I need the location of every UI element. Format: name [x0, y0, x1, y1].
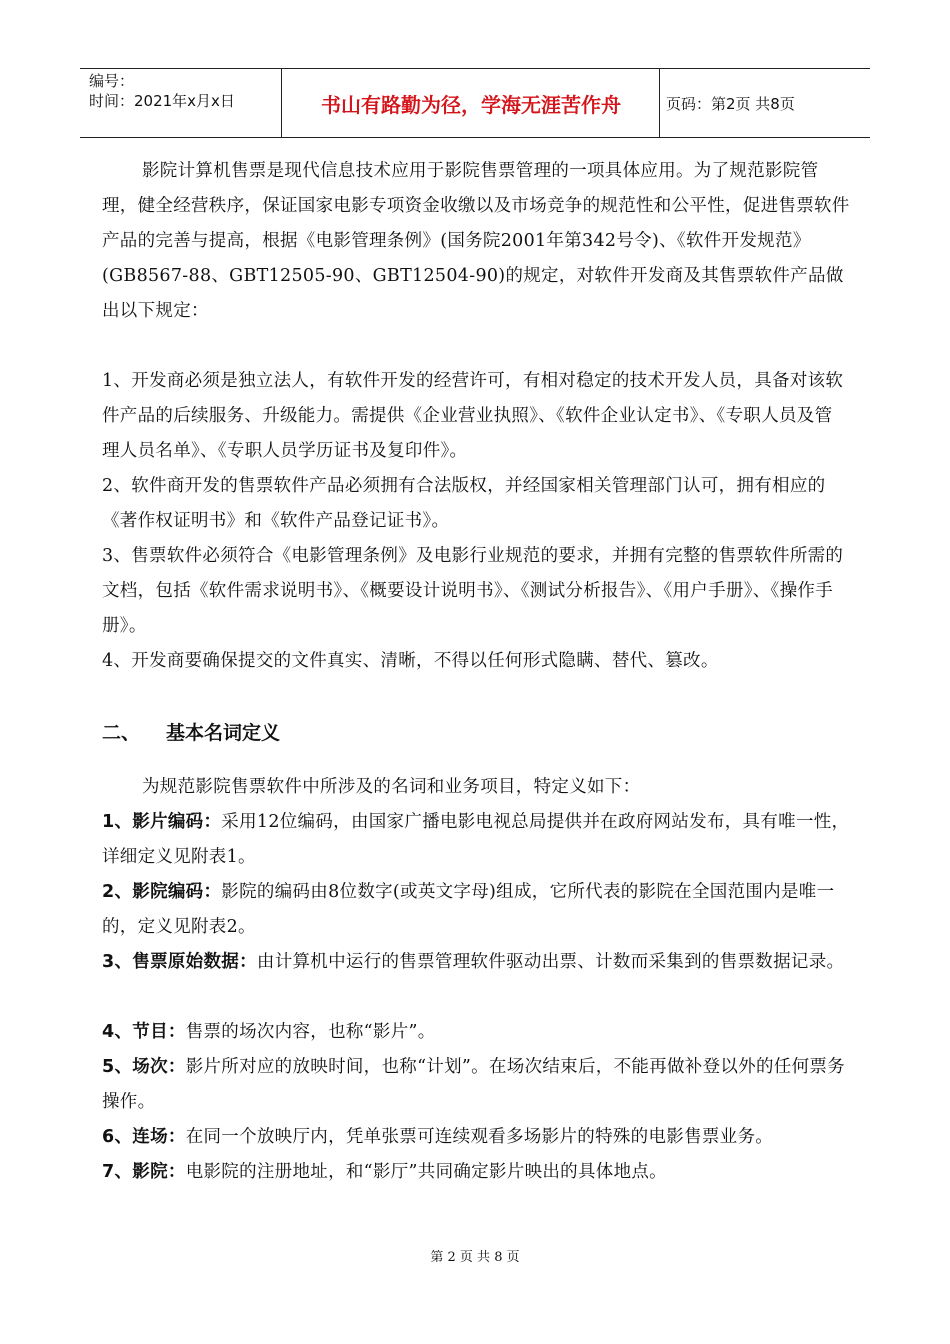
header-meta-cell: [80, 69, 282, 137]
definition-item: [102, 945, 850, 980]
definition-term: 2、影院编码：: [102, 882, 222, 902]
requirement-item-2: 2、软件商开发的售票软件产品必须拥有合法版权，并经国家相关管理部门认可，拥有相应的《著作权证明书》和《软件产品登记证书》。: [102, 476, 826, 531]
definition-item: [102, 805, 850, 875]
section-lead: 为规范影院售票软件中所涉及的名词和业务项目，特定义如下：: [142, 777, 641, 797]
definition-term: 4、节目：: [102, 1022, 186, 1042]
section-number: 二、: [102, 722, 141, 744]
definition-item: [102, 1015, 850, 1050]
document-number-label: 编号：: [89, 72, 135, 90]
definition-term: 6、连场：: [102, 1127, 186, 1147]
definition-item: [102, 1155, 850, 1190]
definition-text: 影片所对应的放映时间，也称“计划”。在场次结束后，不能再做补登以外的任何票务操作。: [102, 1057, 845, 1112]
definition-term: 3、售票原始数据：: [102, 952, 257, 972]
page-footer: 第 2 页 共 8 页: [430, 1250, 520, 1265]
document-date-label: 时间：2021年x月x日: [89, 92, 235, 110]
section-title: 基本名词定义: [166, 722, 281, 744]
requirement-item-3: 3、售票软件必须符合《电影管理条例》及电影行业规范的要求，并拥有完整的售票软件所需的文档，包括《软件需求说明书》、《概要设计说明书》、《测试分析报告》、《用户手册》、《操作手册》。: [102, 546, 844, 636]
definition-item: [102, 875, 850, 945]
definition-term: 1、影片编码：: [102, 812, 222, 832]
definition-item: [102, 1050, 850, 1120]
header-table: [80, 68, 870, 138]
requirement-item-4: 4、开发商要确保提交的文件真实、清晰，不得以任何形式隐瞒、替代、篡改。: [102, 651, 719, 671]
header-motto: 书山有路勤为径，学海无涯苦作舟: [283, 69, 660, 137]
definition-item: [102, 1120, 850, 1155]
definition-term: 5、场次：: [102, 1057, 186, 1077]
header-page-info: 页码：第2页 共8页: [666, 94, 795, 113]
definition-text: 电影院的注册地址，和“影厅”共同确定影片映出的具体地点。: [185, 1162, 667, 1182]
definition-text: 在同一个放映厅内，凭单张票可连续观看多场影片的特殊的电影售票业务。: [185, 1127, 774, 1147]
definition-text: 采用12位编码，由国家广播电影电视总局提供并在政府网站发布，具有唯一性，详细定义见附表1。: [102, 812, 850, 867]
intro-paragraph: 影院计算机售票是现代信息技术应用于影院售票管理的一项具体应用。为了规范影院管理，健全经营秩序，保证国家电影专项资金收缴以及市场竞争的规范性和公平性，促进售票软件产品的完善与提高，根据《电影管理条例》(国务院2001年第342号令)、《软件开发规范》(GB8567-88、GBT12505-90、GBT12504-90)的规定，对软件开发商及其售票软件产品做出以下规定：: [102, 161, 850, 321]
definition-term: 7、影院：: [102, 1162, 186, 1182]
definition-text: 售票的场次内容，也称“影片”。: [185, 1022, 436, 1042]
definition-text: 由计算机中运行的售票管理软件驱动出票、计数而采集到的售票数据记录。: [256, 952, 845, 972]
definition-text: 影院的编码由8位数字(或英文字母)组成，它所代表的影院在全国范围内是唯一的，定义见附表2。: [102, 882, 835, 937]
requirement-item-1: 1、开发商必须是独立法人，有软件开发的经营许可，有相对稳定的技术开发人员，具备对该软件产品的后续服务、升级能力。需提供《企业营业执照》、《软件企业认定书》、《专职人员及管理人员名单》、《专职人员学历证书及复印件》。: [102, 371, 844, 461]
